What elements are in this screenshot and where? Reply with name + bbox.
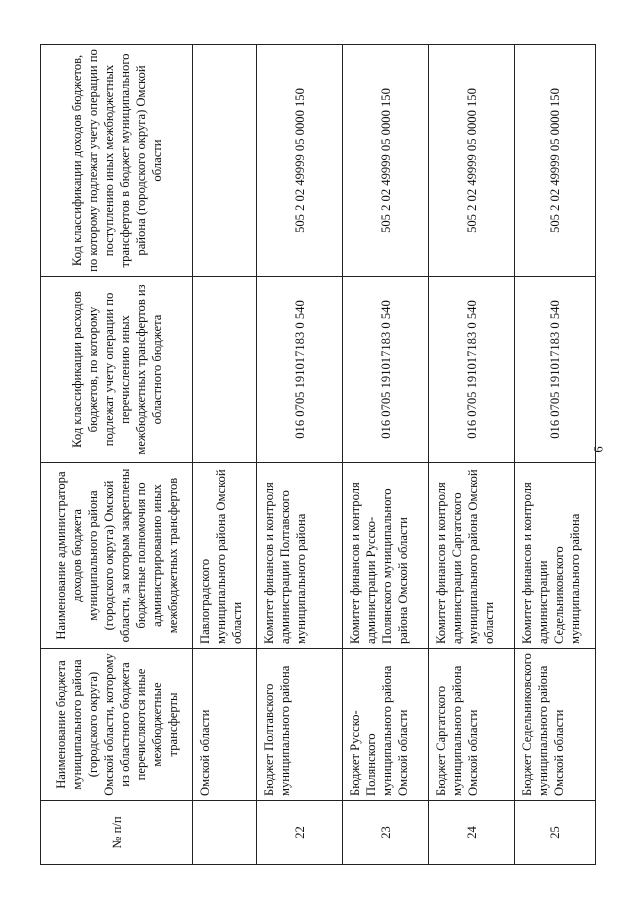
page-number: 6 <box>591 446 606 453</box>
row-income-code <box>193 45 257 277</box>
row-expense-code: 016 0705 191017183 0 540 <box>515 277 596 463</box>
row-num <box>193 801 257 865</box>
rotated-table-container <box>40 45 595 865</box>
row-num: 23 <box>343 801 429 865</box>
row-budget-name: Бюджет Седельниковского муниципального района Омской области <box>515 649 596 801</box>
transfers-table <box>40 44 596 865</box>
row-budget-name: Бюджет Саргатского муниципального района Омской области <box>429 649 515 801</box>
row-expense-code: 016 0705 191017183 0 540 <box>343 277 429 463</box>
row-expense-code: 016 0705 191017183 0 540 <box>257 277 343 463</box>
row-num: 25 <box>515 801 596 865</box>
row-admin-name: Комитет финансов и контроля администрации Русско-Полянского муниципального района Омской области <box>343 463 429 649</box>
row-admin-name: Павлоградского муниципального района Омской области <box>193 463 257 649</box>
header-expense-code: Код классификации расходов бюджетов, по которому подлежат учету операции по перечислению иных межбюджетных трансфертов из областного бюджета <box>41 277 193 463</box>
row-income-code: 505 2 02 49999 05 0000 150 <box>429 45 515 277</box>
table-row <box>515 45 596 865</box>
row-admin-name: Комитет финансов и контроля администрации Седельниковского муниципального района <box>515 463 596 649</box>
row-expense-code: 016 0705 191017183 0 540 <box>429 277 515 463</box>
header-budget-name: Наименование бюджета муниципального района (городского округа) Омской области, которому из областного бюджета перечисляются иные межбюджетные трансферты <box>41 649 193 801</box>
row-budget-name: Бюджет Полтавского муниципального района <box>257 649 343 801</box>
header-income-code: Код классификации доходов бюджетов, по которому подлежат учету операции по поступлению иных межбюджетных трансфертов в бюджет муниципального района (городского округа) Омской области <box>41 45 193 277</box>
row-income-code: 505 2 02 49999 05 0000 150 <box>257 45 343 277</box>
table-row <box>343 45 429 865</box>
row-num: 24 <box>429 801 515 865</box>
row-budget-name: Омской области <box>193 649 257 801</box>
row-num: 22 <box>257 801 343 865</box>
row-income-code: 505 2 02 49999 05 0000 150 <box>515 45 596 277</box>
row-expense-code <box>193 277 257 463</box>
header-num: № п/п <box>41 801 193 865</box>
row-income-code: 505 2 02 49999 05 0000 150 <box>343 45 429 277</box>
row-admin-name: Комитет финансов и контроля администрации Саргатского муниципального района Омской области <box>429 463 515 649</box>
table-row <box>193 45 257 865</box>
table-row <box>429 45 515 865</box>
table-row <box>257 45 343 865</box>
row-budget-name: Бюджет Русско-Полянского муниципального района Омской области <box>343 649 429 801</box>
header-admin-name: Наименование администратора доходов бюджета муниципального района (городского округа) Омской области, за которым закреплены бюджетные полномочия по администрированию иных межбюджетных трансфертов <box>41 463 193 649</box>
row-admin-name: Комитет финансов и контроля администрации Полтавского муниципального района <box>257 463 343 649</box>
table-header-row <box>41 45 193 865</box>
